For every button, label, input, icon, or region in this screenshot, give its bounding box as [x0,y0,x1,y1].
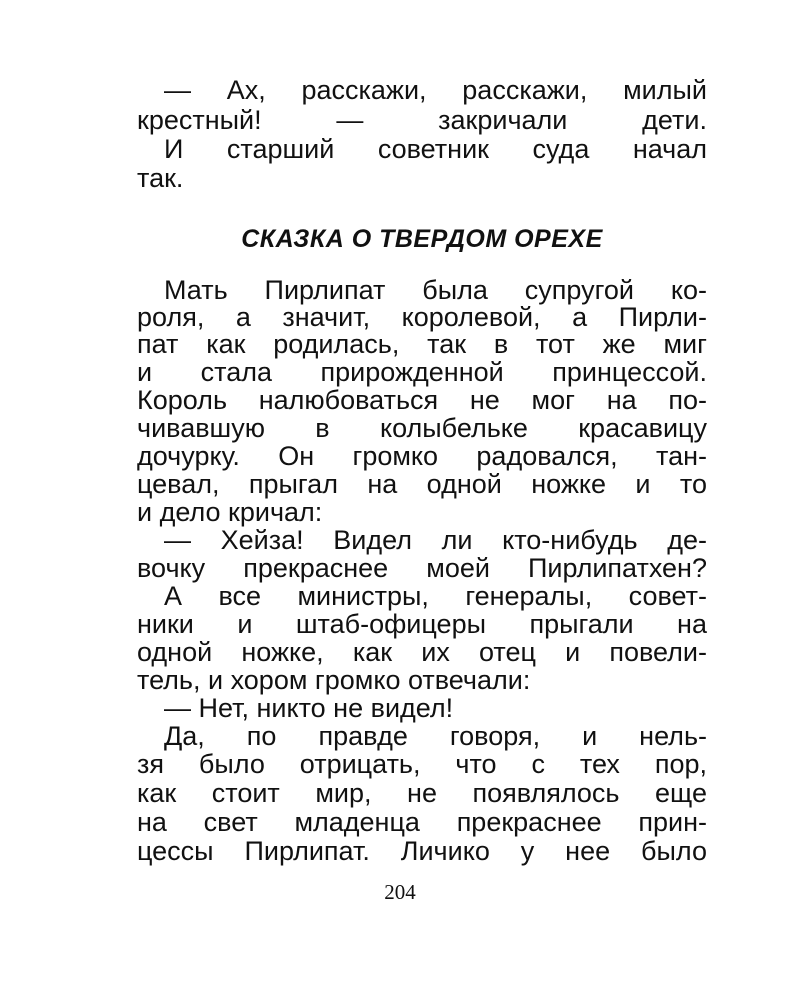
text-line: А все министры, генералы, совет- [164,581,707,611]
text-line: одной ножке, как их отец и повели- [137,637,707,667]
text-line: роля, а значит, королевой, а Пирли- [137,302,707,332]
text-line: И старший советник суда начал [164,134,707,164]
text-line: Да, по правде говоря, и нель- [164,721,707,751]
text-line: так. [137,163,184,193]
text-line: — Хейза! Видел ли кто-нибудь де- [164,525,707,555]
text-line: как стоит мир, не появлялось еще [137,778,707,808]
text-line: и стала прирожденной принцессой. [137,357,707,387]
text-line: вочку прекраснее моей Пирлипатхен? [137,553,707,583]
text-line: Король налюбоваться не мог на по- [137,385,707,415]
text-line: цессы Пирлипат. Личико у нее было [137,836,707,866]
page-number: 204 [384,880,416,904]
text-line: тель, и хором громко отвечали: [137,665,531,695]
chapter-heading: СКАЗКА О ТВЕРДОМ ОРЕХЕ [241,225,603,253]
text-line: цевал, прыгал на одной ножке и то [137,469,707,499]
text-line: — Нет, никто не видел! [164,693,454,723]
text-line: крестный! — закричали дети. [137,105,707,135]
text-line: дочурку. Он громко радовался, тан- [137,441,707,471]
text-line: пат как родилась, так в тот же миг [137,329,707,359]
text-line: зя было отрицать, что с тех пор, [137,749,707,779]
text-line: и дело кричал: [137,497,323,527]
text-line: Мать Пирлипат была супругой ко- [164,275,707,305]
text-line: чивавшую в колыбельке красавицу [137,413,707,443]
text-line: на свет младенца прекраснее прин- [137,807,707,837]
text-line: — Ах, расскажи, расскажи, милый [164,75,707,105]
text-line: ники и штаб-офицеры прыгали на [137,609,707,639]
